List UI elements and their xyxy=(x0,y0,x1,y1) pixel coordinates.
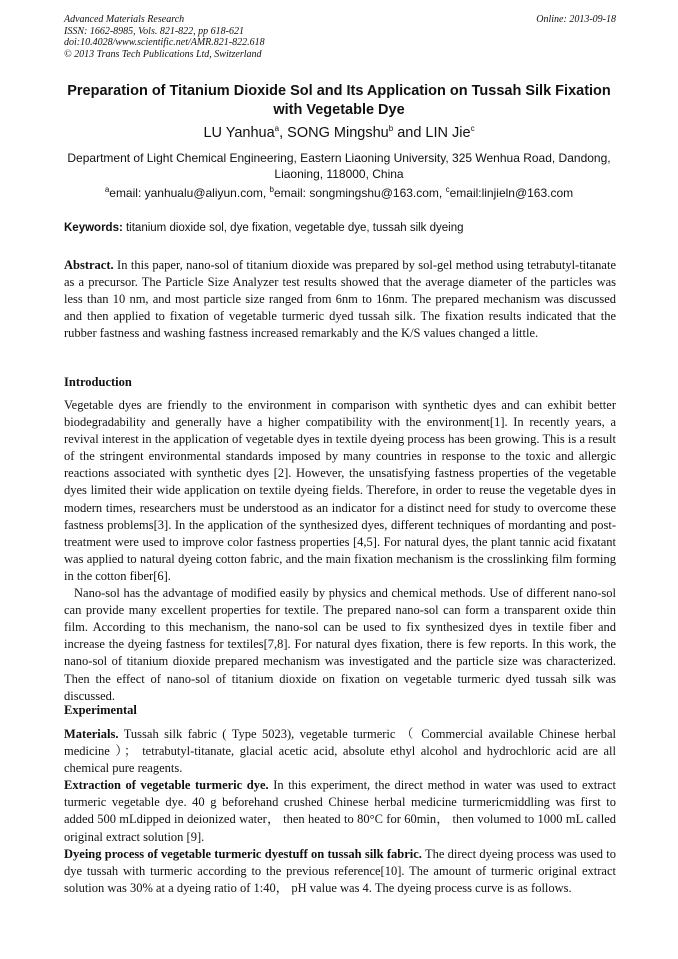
email-mark: a xyxy=(104,185,110,194)
abstract xyxy=(64,257,616,342)
email-mark: c xyxy=(445,185,450,194)
online-date: Online: 2013-09-18 xyxy=(536,14,616,25)
section-heading-introduction: Introduction xyxy=(64,375,132,389)
email-mark: b xyxy=(269,185,274,194)
paragraph: Nano-sol has the advantage of modified easily by physics and chemical methods. Use of different nano-sol can provide many excellent properties for textile. The prepared nano-sol can form a transparent oxide thin film. According to this mechanism, the nano-sol can be used to fix synthesized dyes in textile fiber and increase the dyeing fastness for textiles[7,8]. For natural dyes fixation, there is few reports. In this work, the nano-sol of titanium dioxide prepared mechanism was investigated and the particle size was characterized. Then the effect of nano-sol of titanium dioxide on fixation on vegetable turmeric dyed tussah silk was discussed. xyxy=(64,586,616,703)
author-name: LU Yanhua xyxy=(203,125,275,141)
author-separator: and xyxy=(393,125,426,141)
section-heading-experimental: Experimental xyxy=(64,703,137,717)
paragraph: Vegetable dyes are friendly to the environment in comparison with synthetic dyes and can exhibit better biodegradability and generally have a higher compatibility with the environment[1]. In recently years, a revival interest in the application of vegetable dyes in textile dyeing process has been growing. This is a result of the stringent environmental standards imposed by many countries in response to the toxic and allergic reactions associated with synthetic dyes [2]. However, the unsatisfying fastness properties of the vegetable dyes limited their wide application on textile dyeing fields. Therefore, in order to reuse the vegetable dyes in modern times, researchers must be understood as an indicator for a distinct need for study to overcome these fastness problems[3]. In the application of the synthesized dyes, different techniques of mordanting and post-treatment were used to improve color fastness properties [4,5]. For natural dyes, the plant tannic acid fixatant was applied to natural dyeing cotton fabric, and the main fixation mechanism is the crosslinking film forming in the cotton fiber[6]. xyxy=(64,398,616,583)
keywords-text: titanium dioxide sol, dye fixation, vegetable dye, tussah silk dyeing xyxy=(122,222,464,234)
author-mark: b xyxy=(388,124,394,134)
author-name: SONG Mingshu xyxy=(287,125,389,141)
dyeing-label: Dyeing process of vegetable turmeric dyestuff on tussah silk fabric. xyxy=(64,846,422,861)
materials-label: Materials. xyxy=(64,727,119,741)
paper-title: Preparation of Titanium Dioxide Sol and Its Application on Tussah Silk Fixation with Vegetable Dye xyxy=(67,83,611,118)
email-entry: email:linjieln@163.com xyxy=(449,186,574,200)
author-name: LIN Jie xyxy=(425,125,471,141)
journal-header xyxy=(64,14,616,60)
extraction-label: Extraction of vegetable turmeric dye. xyxy=(64,778,269,793)
paragraph-extraction xyxy=(64,777,616,845)
extraction-text: In this experiment, the direct method in water was used to extract turmeric vegetable dye. 40 g beforehand crushed Chinese herbal medicine turmericmiddling was first to added 500 mLdipped in deionized water， then heated to 80°C for 60min， then volumed to 1000 mL called original extract solution [9]. xyxy=(64,778,616,844)
paragraph-materials xyxy=(64,726,616,777)
journal-name: Advanced Materials Research xyxy=(64,14,185,25)
keywords-label: Keywords: xyxy=(64,222,123,234)
affiliation: Department of Light Chemical Engineering, Eastern Liaoning University, 325 Wenhua Road, Dandong, Liaoning, 118000, China xyxy=(67,151,611,181)
experimental-section xyxy=(64,726,616,897)
abstract-text: In this paper, nano-sol of titanium dioxide was prepared by sol-gel method using tetrabutyl-titanate as a precursor. The Particle Size Analyzer test results showed that the average diameter of the particles was less than 10 nm, and most particle size ranged from 6nm to 16nm. The prepared mechanism was discussed and then applied to fixation of vegetable turmeric dyed tussah silk. The fixation results indicated that the rubber fastness and washing fastness increased remarkably and the K/S values changed a little. xyxy=(64,258,616,341)
dyeing-text: The direct dyeing process was used to dye tussah with turmeric according to the previous reference[10]. The amount of turmeric original extract solution was 30% at a dyeing ratio of 1:40， pH value was 4. The dyeing process curve is as follows. xyxy=(64,846,617,895)
issn-line: ISSN: 1662-8985, Vols. 821-822, pp 618-621 xyxy=(64,25,244,37)
keywords xyxy=(64,221,616,236)
author-mark: a xyxy=(274,124,280,134)
introduction-section xyxy=(64,397,616,705)
email-entry: email: songmingshu@163.com, xyxy=(273,186,446,200)
copyright-line: © 2013 Trans Tech Publications Ltd, Switzerland xyxy=(64,48,262,60)
paragraph-dyeing xyxy=(64,846,616,897)
doi-line: doi:10.4028/www.scientific.net/AMR.821-822.618 xyxy=(64,37,265,49)
author-list xyxy=(60,124,618,142)
abstract-label: Abstract. xyxy=(64,258,114,272)
author-mark: c xyxy=(470,124,475,134)
materials-text: Tussah silk fabric ( Type 5023), vegetable turmeric （ Commercial available Chinese herbal medicine ）； tetrabutyl-titanate, glacial acetic acid, absolute ethyl alcohol and hydrochloric acid are all chemical pure reagents. xyxy=(64,727,616,776)
email-entry: email: yanhualu@aliyun.com, xyxy=(109,186,270,200)
email-list xyxy=(60,185,618,201)
author-separator: , xyxy=(279,125,288,141)
